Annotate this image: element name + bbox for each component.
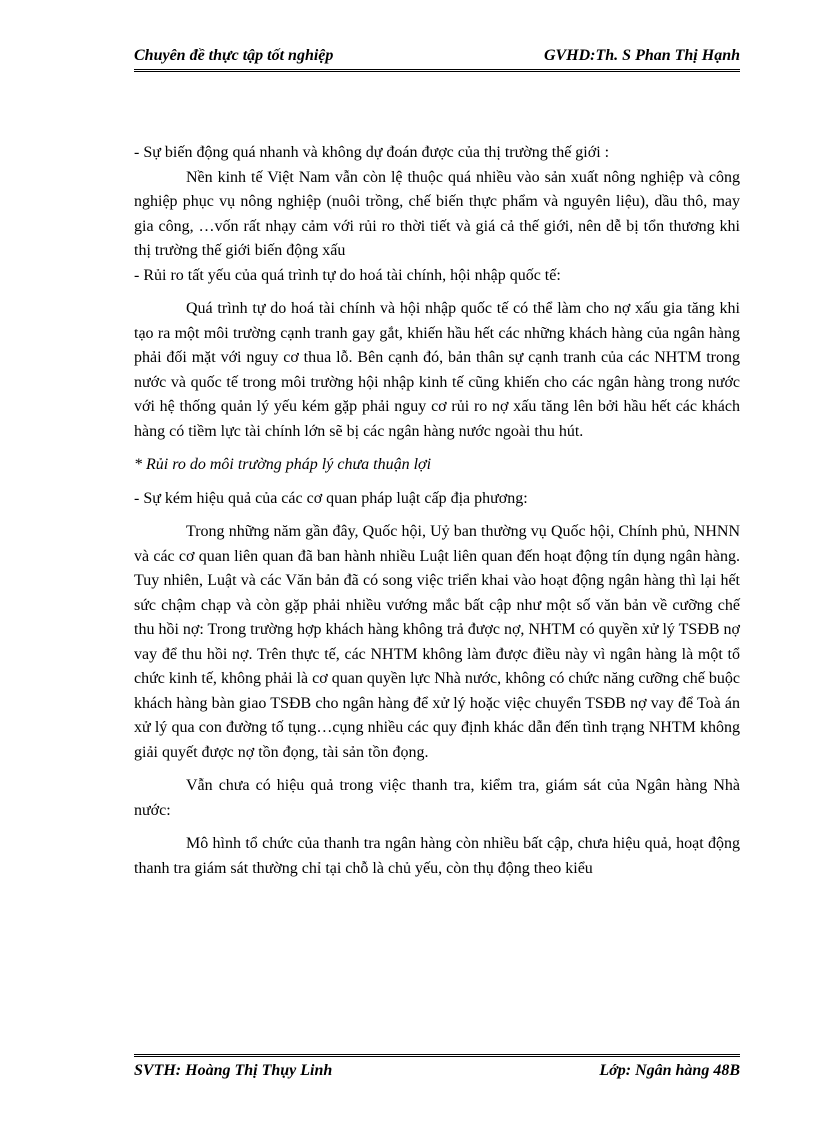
footer-student: SVTH: Hoàng Thị Thụy Linh: [134, 1062, 333, 1079]
document-body: [134, 141, 740, 881]
paragraph: Nền kinh tế Việt Nam vẫn còn lệ thuộc quá nhiều vào sản xuất nông nghiệp và công nghiệp phục vụ nông nghiệp (nuôi trồng, chế biến thực phẩm và nguyên liệu), dầu thô, may gia công, …vốn rất nhạy cảm với rủi ro thời tiết và giá cả thế giới, nên dễ bị tổn thương khi thị trường thế giới biến động xấu: [134, 168, 740, 259]
page-footer: [134, 1054, 740, 1079]
paragraph: - Sự biến động quá nhanh và không dự đoán được của thị trường thế giới :: [134, 144, 610, 161]
paragraph: Mô hình tổ chức của thanh tra ngân hàng còn nhiều bất cập, chưa hiệu quả, hoạt động thanh tra giám sát thường chỉ tại chỗ là chủ yếu, còn thụ động theo kiểu: [134, 835, 740, 877]
page-header: [134, 47, 740, 72]
paragraph: Trong những năm gần đây, Quốc hội, Uỷ ban thường vụ Quốc hội, Chính phủ, NHNN và các cơ quan liên quan đã ban hành nhiều Luật liên quan đến hoạt động tín dụng ngân hàng. Tuy nhiên, Luật và các Văn bản đã có song việc triển khai vào hoạt động ngân hàng thì lại hết sức chậm chạp và còn gặp phải nhiều vướng mắc bất cập như một số văn bản về cưỡng chế thu hồi nợ: Trong trường hợp khách hàng không trả được nợ, NHTM có quyền xử lý TSĐB nợ vay để thu hồi nợ. Trên thực tế, các NHTM không làm được điều này vì ngân hàng là một tổ chức kinh tế, không phải là cơ quan quyền lực Nhà nước, không có chức năng cưỡng chế buộc khách hàng bàn giao TSĐB cho ngân hàng để xử lý hoặc việc chuyển TSĐB nợ vay để Toà án xử lý qua con đường tố tụng…cụng nhiều các quy định khác dẫn đến tình trạng NHTM không giải quyết được nợ tồn đọng, tài sản tồn đọng.: [134, 523, 740, 761]
header-title: Chuyên đề thực tập tốt nghiệp: [134, 47, 334, 64]
section-heading: * Rủi ro do môi trường pháp lý chưa thuận lợi: [134, 456, 432, 473]
paragraph: - Rủi ro tất yếu của quá trình tự do hoá tài chính, hội nhập quốc tế:: [134, 266, 561, 284]
paragraph: - Sự kém hiệu quả của các cơ quan pháp luật cấp địa phương:: [134, 489, 528, 507]
paragraph: Vẫn chưa có hiệu quả trong việc thanh tra, kiểm tra, giám sát của Ngân hàng Nhà nước:: [134, 777, 740, 819]
footer-class: Lớp: Ngân hàng 48B: [599, 1062, 740, 1079]
header-advisor: GVHD:Th. S Phan Thị Hạnh: [543, 47, 740, 64]
paragraph: Quá trình tự do hoá tài chính và hội nhập quốc tế có thể làm cho nợ xấu gia tăng khi tạo ra một môi trường cạnh tranh gay gắt, khiến hầu hết các những khách hàng của ngân hàng phải đối mặt với nguy cơ thua lỗ. Bên cạnh đó, bản thân sự cạnh tranh của các NHTM trong nước và quốc tế trong môi trường hội nhập kinh tế cũng khiến cho các ngân hàng trong nước với hệ thống quản lý yếu kém gặp phải nguy cơ rủi ro nợ xấu tăng lên bởi hầu hết các khách hàng có tiềm lực tài chính lớn sẽ bị các ngân hàng nước ngoài thu hút.: [134, 300, 740, 440]
